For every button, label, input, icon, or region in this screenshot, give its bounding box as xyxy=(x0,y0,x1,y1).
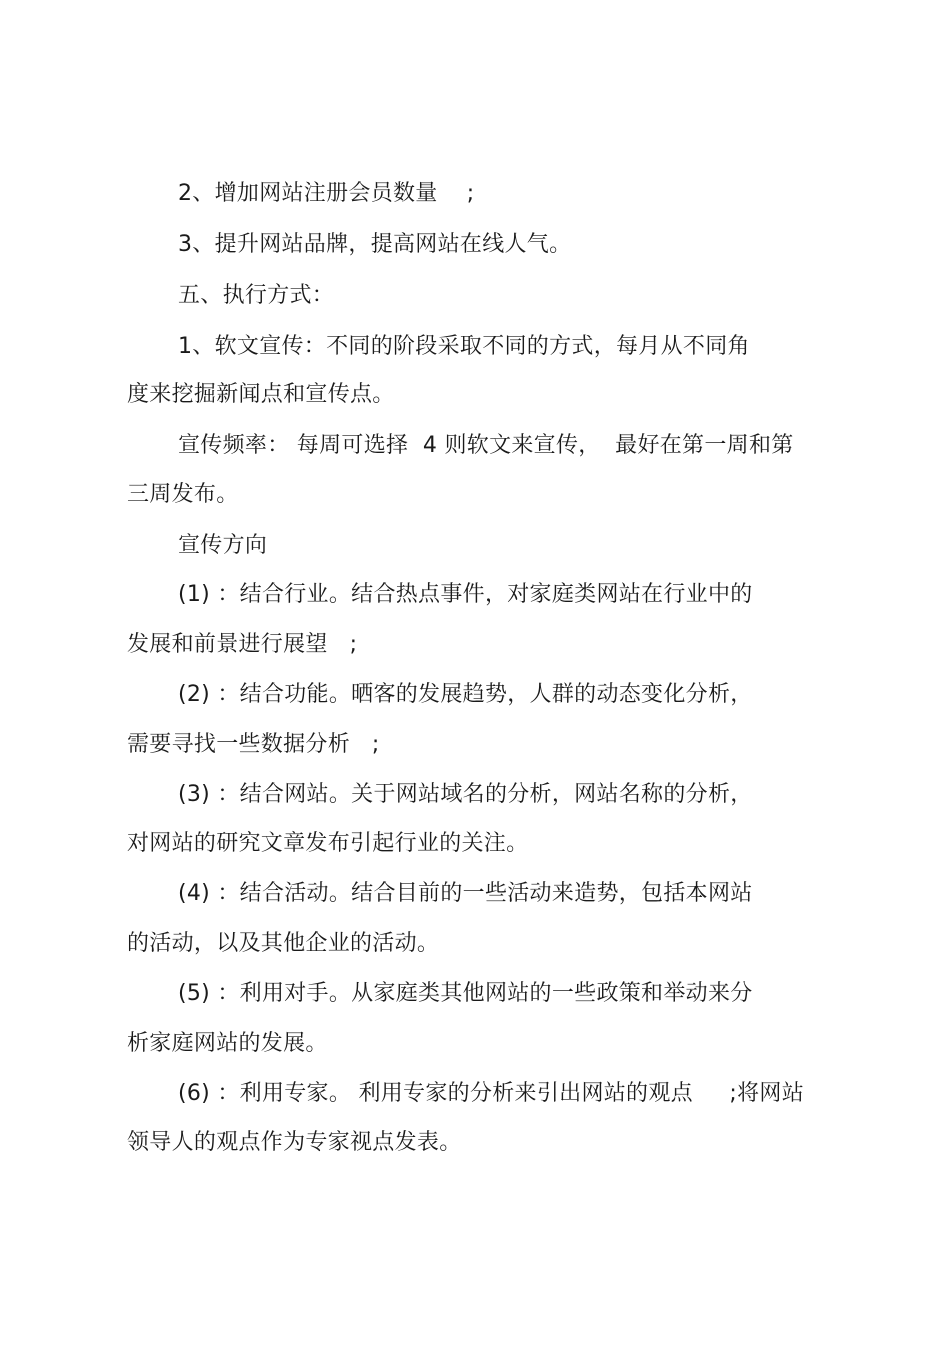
goal-item-3: 3、提升网站品牌，提高网站在线人气。 xyxy=(178,232,572,257)
list-item: (3) ：结合网站。关于网站域名的分析，网站名称的分析， xyxy=(178,782,753,807)
subheading-direction: 宣传方向 xyxy=(178,533,268,558)
list-item-continuation: 领导人的观点作为专家视点发表。 xyxy=(127,1130,462,1155)
list-item-continuation: 对网站的研究文章发布引起行业的关注。 xyxy=(127,831,529,856)
section-heading-execution: 五、执行方式： xyxy=(178,283,335,308)
list-item: (2) ：结合功能。晒客的发展趋势，人群的动态变化分析， xyxy=(178,682,753,707)
list-item: (5) ：利用对手。从家庭类其他网站的一些政策和举动来分 xyxy=(178,981,753,1006)
paragraph-line: 宣传频率： 每周可选择 4 则软文来宣传， 最好在第一周和第 xyxy=(178,433,794,458)
list-item: (6) ：利用专家。 利用专家的分析来引出网站的观点 ;将网站 xyxy=(178,1081,805,1106)
list-item-continuation: 的活动，以及其他企业的活动。 xyxy=(127,931,440,956)
paragraph-line: 三周发布。 xyxy=(127,482,239,507)
paragraph-line: 1、软文宣传：不同的阶段采取不同的方式，每月从不同角 xyxy=(178,334,750,359)
list-item-continuation: 析家庭网站的发展。 xyxy=(127,1031,328,1056)
paragraph-line: 度来挖掘新闻点和宣传点。 xyxy=(127,382,395,407)
goal-item-2: 2、增加网站注册会员数量 ; xyxy=(178,181,475,206)
list-item-continuation: 需要寻找一些数据分析 ; xyxy=(127,732,380,757)
list-item-continuation: 发展和前景进行展望 ; xyxy=(127,632,358,657)
list-item: (1) ：结合行业。结合热点事件，对家庭类网站在行业中的 xyxy=(178,582,753,607)
list-item: (4) ：结合活动。结合目前的一些活动来造势，包括本网站 xyxy=(178,881,753,906)
